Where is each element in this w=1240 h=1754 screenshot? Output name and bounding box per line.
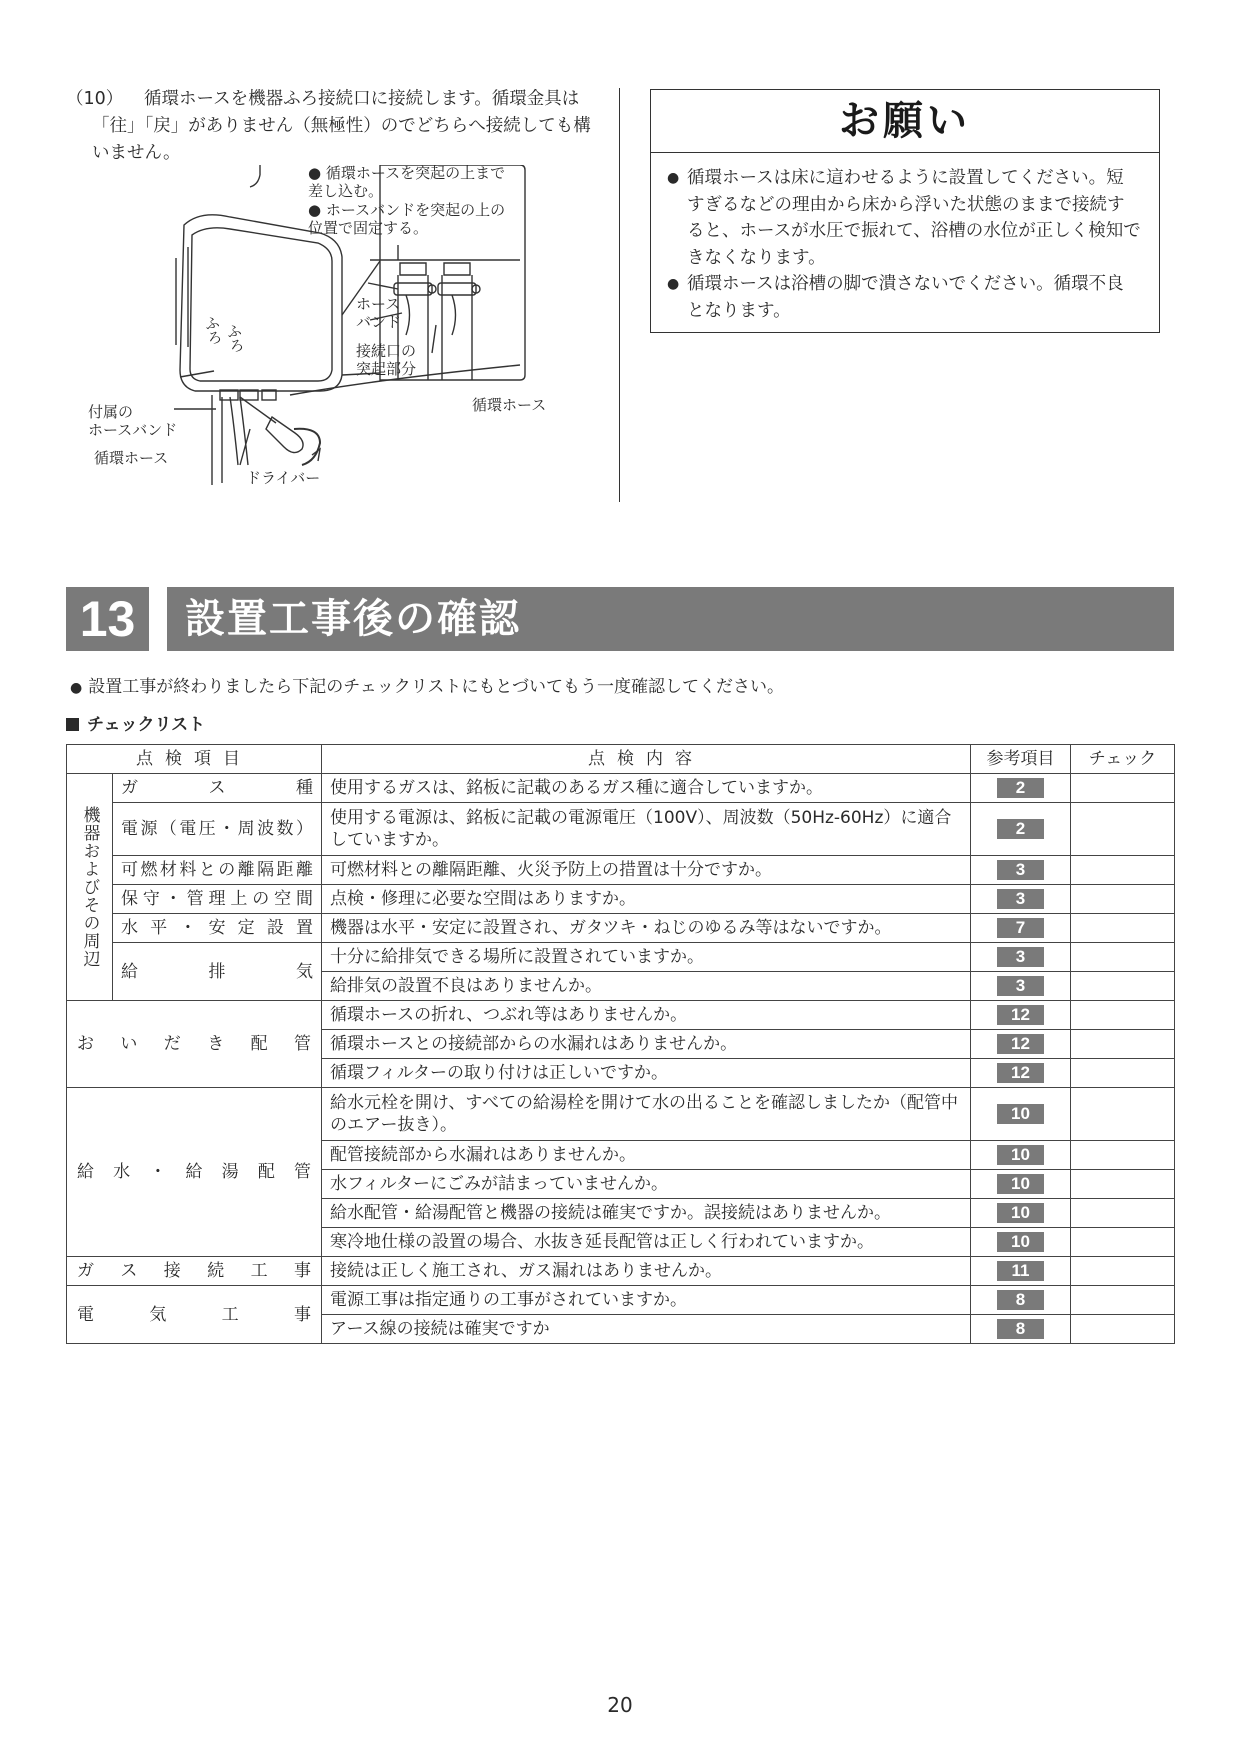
check-cell[interactable] <box>1071 1199 1175 1228</box>
row-content: 使用する電源は、銘板に記載の電源電圧（100V）、周波数（50Hz-60Hz）に適合していますか。 <box>322 803 971 856</box>
ref-badge: 10 <box>997 1174 1044 1194</box>
callout-insert-hose: ● 循環ホースを突起の上まで 差し込む。 <box>308 164 506 200</box>
row-label: 給水・給湯配管 <box>67 1088 322 1257</box>
table-row <box>67 856 1175 885</box>
check-cell[interactable] <box>1071 803 1175 856</box>
check-cell[interactable] <box>1071 972 1175 1001</box>
row-label: 保守・管理上の空間 <box>113 885 322 914</box>
row-content: 寒冷地仕様の設置の場合、水抜き延長配管は正しく行われていますか。 <box>322 1228 971 1257</box>
row-content: 循環ホースの折れ、つぶれ等はありませんか。 <box>322 1001 971 1030</box>
table-row <box>67 774 1175 803</box>
check-cell[interactable] <box>1071 856 1175 885</box>
step-number: （10） <box>66 89 124 109</box>
check-cell[interactable] <box>1071 1088 1175 1141</box>
ref-badge: 10 <box>997 1232 1044 1252</box>
table-row <box>67 943 1175 972</box>
notice-title: お願い <box>651 90 1159 153</box>
ref-badge: 3 <box>997 947 1044 967</box>
table-row <box>67 914 1175 943</box>
header-ref: 参考項目 <box>971 745 1071 774</box>
section-lead <box>70 672 784 697</box>
label-port-protrusion: 接続口の 突起部分 <box>356 342 417 378</box>
check-cell[interactable] <box>1071 1228 1175 1257</box>
group-equipment <box>67 774 113 1001</box>
row-content: 配管接続部から水漏れはありませんか。 <box>322 1141 971 1170</box>
ref-badge: 2 <box>997 819 1044 839</box>
row-label: ガス種 <box>113 774 322 803</box>
ref-badge: 8 <box>997 1290 1044 1310</box>
ref-badge: 12 <box>997 1063 1044 1083</box>
check-cell[interactable] <box>1071 1257 1175 1286</box>
lead-text: 設置工事が終わりましたら下記のチェックリストにもとづいてもう一度確認してください。 <box>88 677 785 697</box>
row-label: 電気工事 <box>67 1286 322 1344</box>
row-content: 可燃材料との離隔距離、火災予防上の措置は十分ですか。 <box>322 856 971 885</box>
checklist-heading-text: チェックリスト <box>87 715 206 735</box>
ref-badge: 11 <box>997 1261 1044 1281</box>
table-header-row <box>67 745 1175 774</box>
check-cell[interactable] <box>1071 943 1175 972</box>
table-row <box>67 885 1175 914</box>
ref-badge: 12 <box>997 1005 1044 1025</box>
row-label: 可燃材料との離隔距離 <box>113 856 322 885</box>
table-row <box>67 1001 1175 1030</box>
square-bullet-icon <box>66 718 79 731</box>
row-label: 電源（電圧・周波数） <box>113 803 322 856</box>
ref-badge: 2 <box>997 778 1044 798</box>
section-number: 13 <box>66 587 149 651</box>
ref-badge: 10 <box>997 1203 1044 1223</box>
row-content: 給排気の設置不良はありませんか。 <box>322 972 971 1001</box>
ref-badge: 8 <box>997 1319 1044 1339</box>
column-divider <box>619 88 620 502</box>
ref-badge: 7 <box>997 918 1044 938</box>
row-content: 接続は正しく施工され、ガス漏れはありませんか。 <box>322 1257 971 1286</box>
check-cell[interactable] <box>1071 1141 1175 1170</box>
check-cell[interactable] <box>1071 885 1175 914</box>
check-cell[interactable] <box>1071 1315 1175 1344</box>
row-content: 給水元栓を開け、すべての給湯栓を開けて水の出ることを確認しましたか（配管中のエアー抜き）。 <box>322 1088 971 1141</box>
checklist-table <box>66 744 1175 1344</box>
group-equipment-label: 機器およびその周辺 <box>79 806 100 968</box>
check-cell[interactable] <box>1071 1001 1175 1030</box>
label-hose-band: ホース バンド <box>356 295 402 331</box>
label-furo-right: ふろ <box>223 321 247 355</box>
row-content: 給水配管・給湯配管と機器の接続は確実ですか。誤接続はありませんか。 <box>322 1199 971 1228</box>
section-title: 設置工事後の確認 <box>167 587 1174 651</box>
row-content: 十分に給排気できる場所に設置されていますか。 <box>322 943 971 972</box>
check-cell[interactable] <box>1071 914 1175 943</box>
notice-box <box>650 89 1160 333</box>
row-label: ガス接続工事 <box>67 1257 322 1286</box>
instruction-step-10 <box>66 86 596 167</box>
row-content: アース線の接続は確実ですか <box>322 1315 971 1344</box>
label-circulation-hose-closeup: 循環ホース <box>472 396 547 414</box>
ref-badge: 10 <box>997 1104 1044 1124</box>
check-cell[interactable] <box>1071 774 1175 803</box>
row-content: 使用するガスは、銘板に記載のあるガス種に適合していますか。 <box>322 774 971 803</box>
label-screwdriver: ドライバー <box>246 469 321 487</box>
notice-item: ● 循環ホースは床に這わせるように設置してください。短すぎるなどの理由から床から浮いた状態のままで接続すると、ホースが水圧で振れて、浴槽の水位が正しく検知できなくなります。 <box>667 165 1141 271</box>
check-cell[interactable] <box>1071 1286 1175 1315</box>
header-content: 点検内容 <box>322 745 971 774</box>
ref-badge: 12 <box>997 1034 1044 1054</box>
label-furo-left: ふろ <box>201 313 225 347</box>
ref-badge: 10 <box>997 1145 1044 1165</box>
notice-item: ● 循環ホースは浴槽の脚で潰さないでください。循環不良となります。 <box>667 271 1141 324</box>
label-attached-hose-band: 付属の ホースバンド <box>88 403 178 439</box>
hose-connection-illustration <box>80 165 600 500</box>
row-content: 循環フィルターの取り付けは正しいですか。 <box>322 1059 971 1088</box>
bullet-icon: ● <box>70 680 83 696</box>
check-cell[interactable] <box>1071 1170 1175 1199</box>
row-content: 循環ホースとの接続部からの水漏れはありませんか。 <box>322 1030 971 1059</box>
label-circulation-hose: 循環ホース <box>94 449 169 467</box>
table-row <box>67 1088 1175 1141</box>
row-content: 水フィルターにごみが詰まっていませんか。 <box>322 1170 971 1199</box>
table-row <box>67 1257 1175 1286</box>
check-cell[interactable] <box>1071 1059 1175 1088</box>
table-row <box>67 1286 1175 1315</box>
page-number: 20 <box>607 1693 633 1717</box>
table-row <box>67 803 1175 856</box>
notice-list <box>651 165 1159 324</box>
row-label: 給排気 <box>113 943 322 1001</box>
row-content: 電源工事は指定通りの工事がされていますか。 <box>322 1286 971 1315</box>
row-content: 機器は水平・安定に設置され、ガタツキ・ねじのゆるみ等はないですか。 <box>322 914 971 943</box>
ref-badge: 3 <box>997 889 1044 909</box>
checklist-heading <box>66 710 205 735</box>
header-check: チェック <box>1071 745 1175 774</box>
row-label: 水平・安定設置 <box>113 914 322 943</box>
row-label: おいだき配管 <box>67 1001 322 1088</box>
step-text: 循環ホースを機器ふろ接続口に接続します。循環金具は「往」「戻」がありません（無極性）のでどちらへ接続しても構いません。 <box>92 89 591 163</box>
header-item: 点検項目 <box>67 745 322 774</box>
callout-fix-band: ● ホースバンドを突起の上の 位置で固定する。 <box>308 201 506 237</box>
check-cell[interactable] <box>1071 1030 1175 1059</box>
ref-badge: 3 <box>997 976 1044 996</box>
row-content: 点検・修理に必要な空間はありますか。 <box>322 885 971 914</box>
ref-badge: 3 <box>997 860 1044 880</box>
